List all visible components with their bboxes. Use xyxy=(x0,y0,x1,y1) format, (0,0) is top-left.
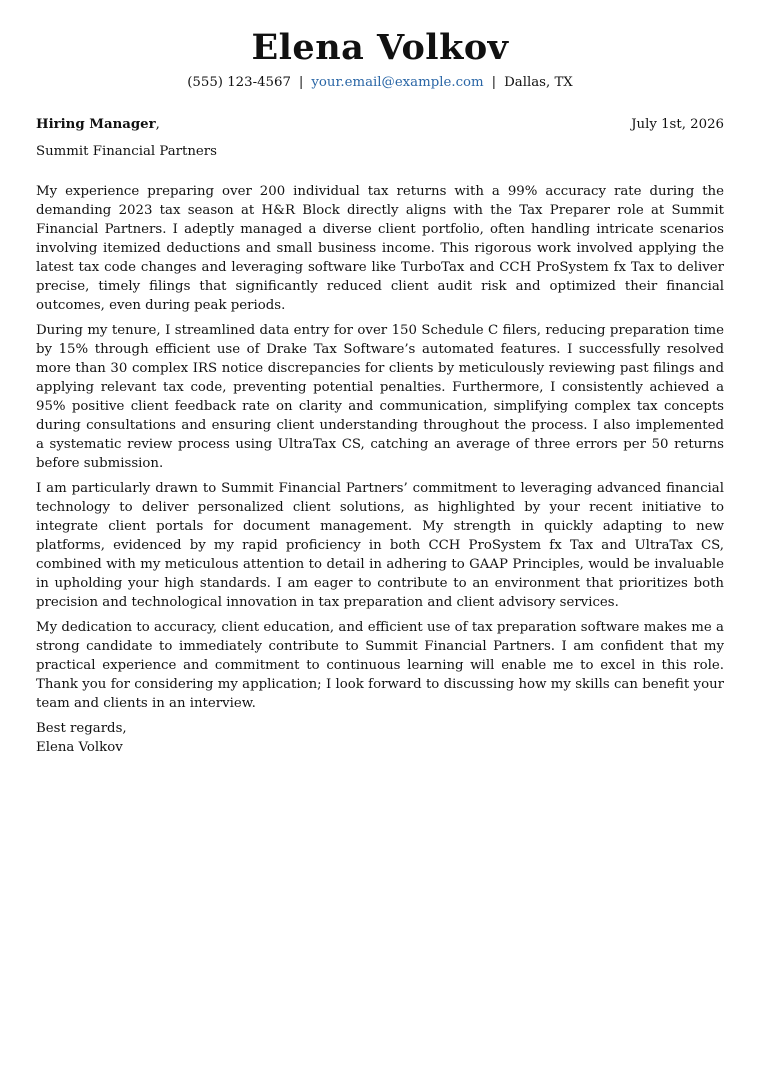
body-paragraph: During my tenure, I streamlined data entry for over 150 Schedule C filers, reducing preparation time by 15% through efficient use of Drake Tax Software’s automated features. I successfully resolved more than 30 complex IRS notice discrepancies for clients by meticulously reviewing past filings and applying relevant tax code, preventing potential penalties. Furthermore, I consistently achieved a 95% positive client feedback rate on clarity and communication, simplifying complex tax concepts during consultations and ensuring client understanding throughout the process. I also implemented a systematic review process using UltraTax CS, catching an average of three errors per 50 returns before submission. xyxy=(36,323,724,471)
body-paragraph: I am particularly drawn to Summit Financial Partners’ commitment to leveraging advanced financial technology to deliver personalized client solutions, as highlighted by your recent initiative to integrate client portals for document management. My strength in quickly adapting to new platforms, evidenced by my rapid proficiency in both CCH ProSystem fx Tax and UltraTax CS, combined with my meticulous attention to detail in adhering to GAAP Principles, would be invaluable in upholding your high standards. I am eager to contribute to an environment that prioritizes both precision and technological innovation in tax preparation and client advisory services. xyxy=(36,481,724,610)
letter-body xyxy=(36,182,724,713)
recipient-greeting xyxy=(36,116,160,134)
recipient-name-suffix: , xyxy=(155,117,160,132)
body-paragraph: My experience preparing over 200 individual tax returns with a 99% accuracy rate during the demanding 2023 tax season at H&R Block directly aligns with the Tax Preparer role at Summit Financial Partners. I adeptly managed a diverse client portfolio, often handling intricate scenarios involving itemized deductions and small business income. This rigorous work involved applying the latest tax code changes and leveraging software like TurboTax and CCH ProSystem fx Tax to deliver precise, timely filings that significantly reduced client audit risk and optimized their financial outcomes, even during peak periods. xyxy=(36,184,724,313)
body-paragraph: My dedication to accuracy, client education, and efficient use of tax preparation software makes me a strong candidate to immediately contribute to Summit Financial Partners. I am confident that my practical experience and commitment to continuous learning will enable me to excel in this role. Thank you for considering my application; I look forward to discussing how my skills can benefit your team and clients in an interview. xyxy=(36,620,724,711)
contact-separator: | xyxy=(491,75,497,90)
contact-separator: | xyxy=(298,75,304,90)
closing-signature: Elena Volkov xyxy=(36,740,123,755)
recipient-name: Hiring Manager xyxy=(36,117,156,132)
letter-date: July 1st, 2026 xyxy=(631,117,724,132)
location: Dallas, TX xyxy=(504,75,573,90)
contact-line xyxy=(36,74,724,92)
applicant-name: Elena Volkov xyxy=(251,27,509,68)
recipient-row xyxy=(36,116,724,134)
email-link[interactable]: your.email@example.com xyxy=(311,75,484,90)
letter-closing xyxy=(36,719,724,757)
recipient-company: Summit Financial Partners xyxy=(36,144,217,159)
cover-letter-page xyxy=(36,24,724,757)
phone-number: (555) 123-4567 xyxy=(187,75,291,90)
closing-salutation: Best regards, xyxy=(36,721,127,736)
